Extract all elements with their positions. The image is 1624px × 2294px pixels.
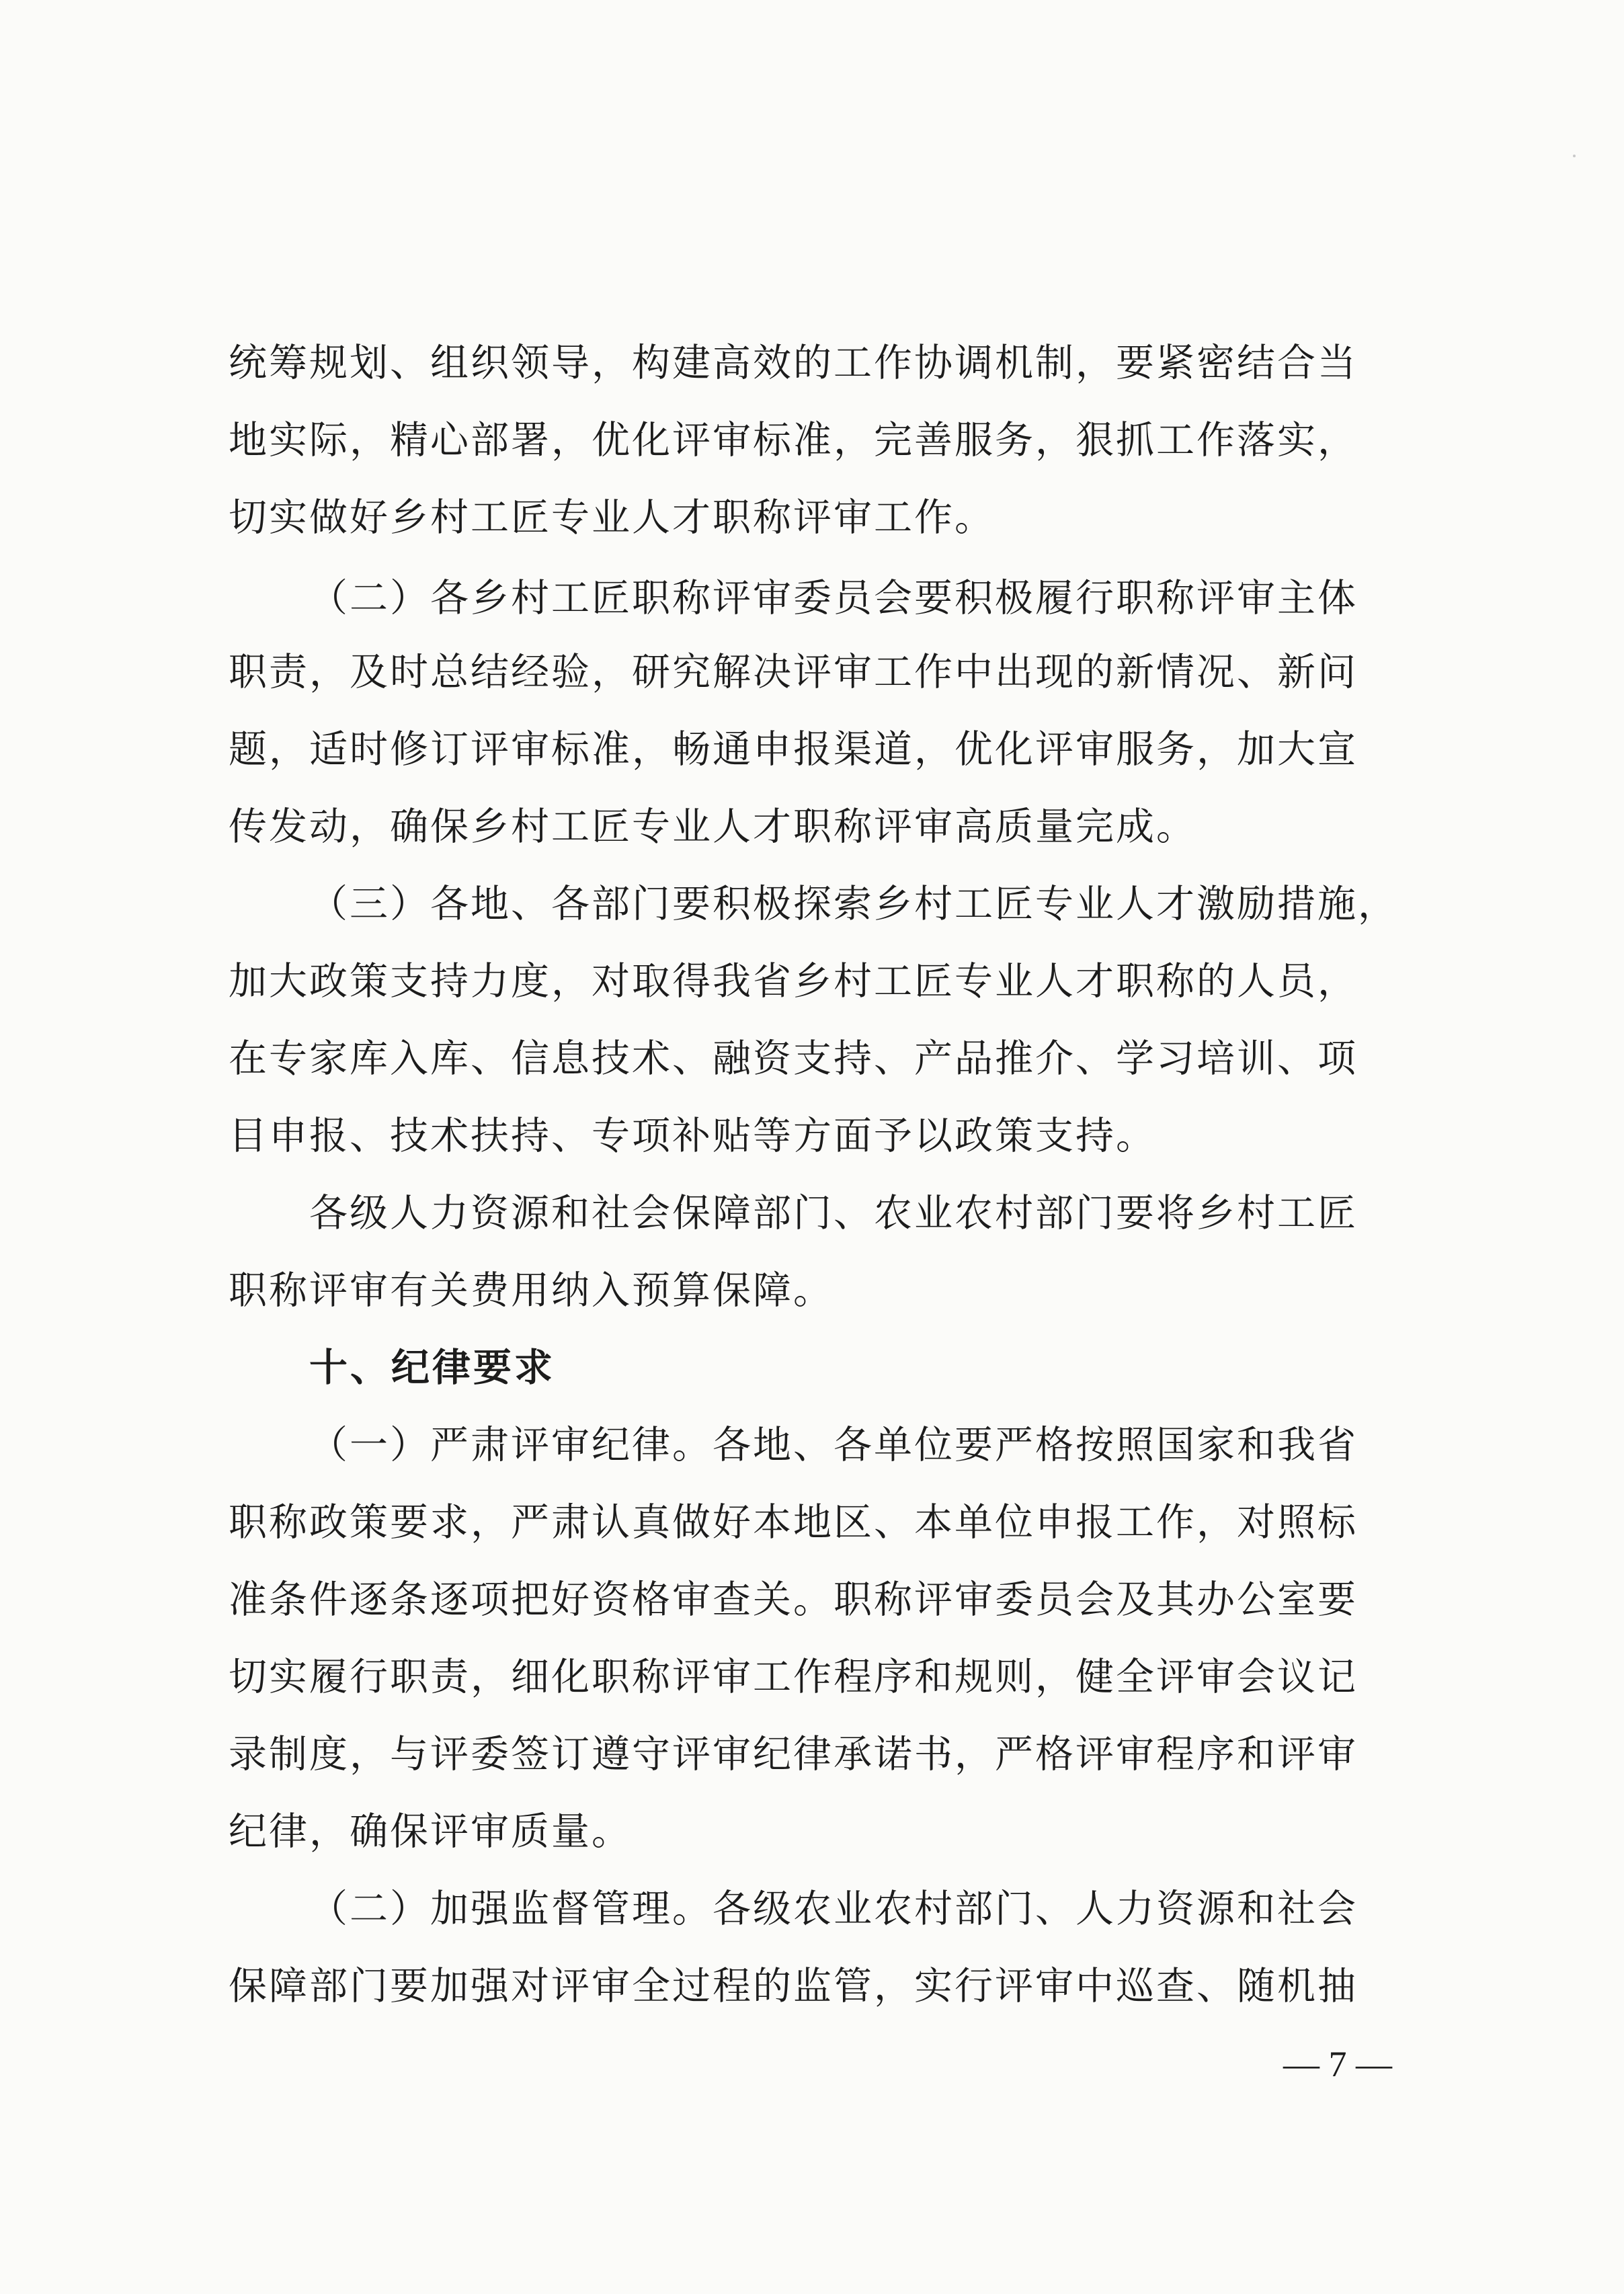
paragraph-5-start: （一）严肃评审纪律。各地、各单位要严格按照国家和我省 bbox=[309, 1423, 1358, 1467]
paragraph-4-start: 各级人力资源和社会保障部门、农业农村部门要将乡村工匠 bbox=[309, 1191, 1358, 1235]
text-line-11: 目申报、技术扶持、专项补贴等方面予以政策支持。 bbox=[229, 1114, 1156, 1158]
page-number: — 7 — bbox=[1283, 2044, 1392, 2084]
paragraph-3-start: （三）各地、各部门要积极探索乡村工匠专业人才激励措施， bbox=[309, 882, 1398, 926]
text-line-7: 传发动，确保乡村工匠专业人才职称评审高质量完成。 bbox=[229, 805, 1196, 849]
text-line-17: 准条件逐条逐项把好资格审查关。职称评审委员会及其办公室要 bbox=[229, 1578, 1358, 1622]
text-line-22: 保障部门要加强对评审全过程的监管，实行评审中巡查、随机抽 bbox=[229, 1964, 1358, 2008]
paragraph-2-start: （二）各乡村工匠职称评审委员会要积极履行职称评审主体 bbox=[309, 576, 1358, 620]
text-line-20: 纪律，确保评审质量。 bbox=[229, 1809, 632, 1854]
text-line-2: 地实际，精心部署，优化评审标准，完善服务，狠抓工作落实， bbox=[229, 418, 1358, 462]
text-line-16: 职称政策要求，严肃认真做好本地区、本单位申报工作，对照标 bbox=[229, 1500, 1358, 1545]
text-line-3: 切实做好乡村工匠专业人才职称评审工作。 bbox=[229, 495, 995, 540]
text-line-6: 题，适时修订评审标准，畅通申报渠道，优化评审服务，加大宣 bbox=[229, 727, 1358, 772]
text-line-18: 切实履行职责，细化职称评审工作程序和规则，健全评审会议记 bbox=[229, 1655, 1358, 1699]
text-line-13: 职称评审有关费用纳入预算保障。 bbox=[229, 1268, 834, 1313]
text-line-1: 统筹规划、组织领导，构建高效的工作协调机制，要紧密结合当 bbox=[229, 341, 1358, 385]
paragraph-6-start: （二）加强监督管理。各级农业农村部门、人力资源和社会 bbox=[309, 1887, 1358, 1931]
text-line-10: 在专家库入库、信息技术、融资支持、产品推介、学习培训、项 bbox=[229, 1036, 1358, 1081]
text-line-9: 加大政策支持力度，对取得我省乡村工匠专业人才职称的人员， bbox=[229, 959, 1358, 1003]
text-line-19: 录制度，与评委签订遵守评审纪律承诺书，严格评审程序和评审 bbox=[229, 1732, 1358, 1776]
text-line-5: 职责，及时总结经验，研究解决评审工作中出现的新情况、新问 bbox=[229, 650, 1358, 694]
section-heading: 十、纪律要求 bbox=[309, 1346, 555, 1390]
scan-speck bbox=[1573, 155, 1576, 157]
